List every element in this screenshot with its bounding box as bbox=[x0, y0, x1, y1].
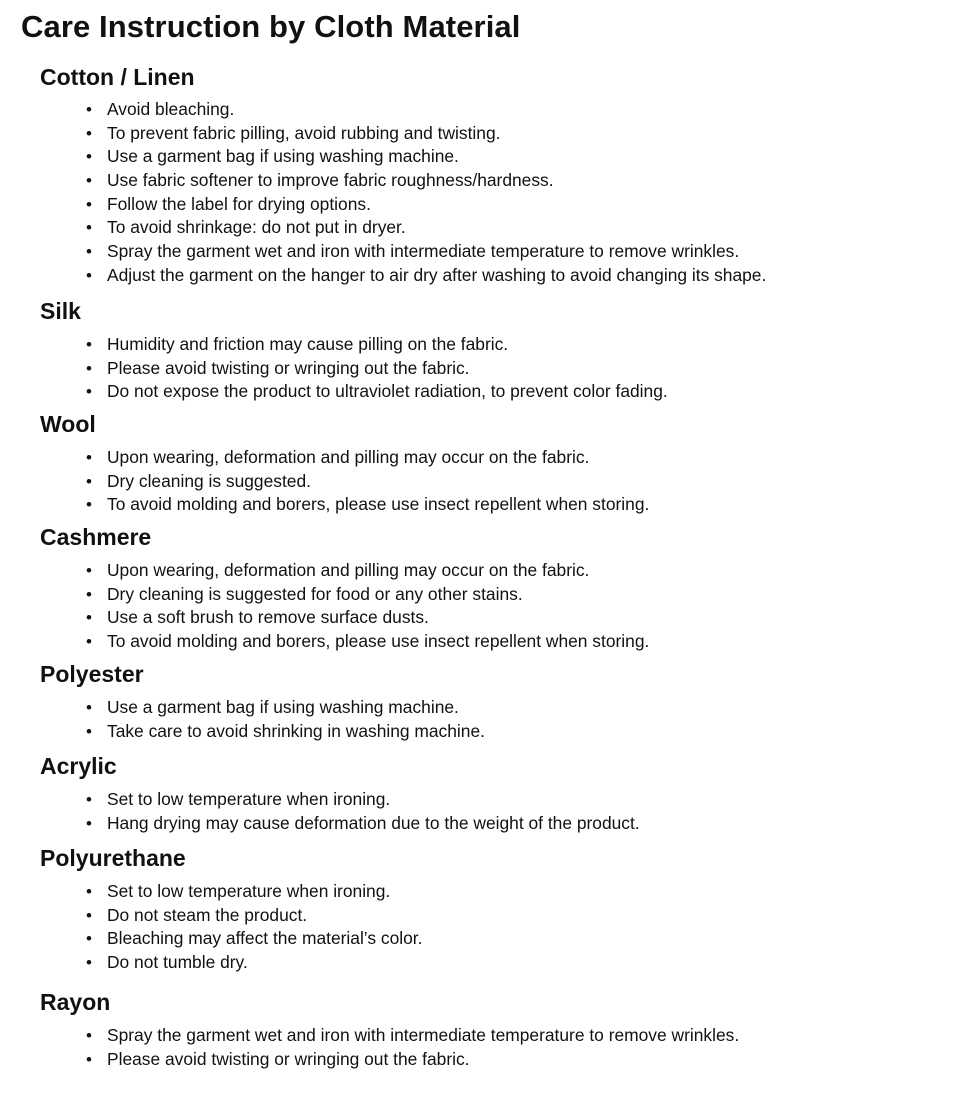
bullet-icon: • bbox=[86, 471, 92, 491]
list-item-text: Take care to avoid shrinking in washing machine. bbox=[107, 720, 485, 741]
bullet-icon: • bbox=[86, 171, 92, 191]
bullet-icon: • bbox=[86, 584, 92, 604]
bullet-icon: • bbox=[86, 790, 92, 809]
bullet-icon: • bbox=[86, 905, 92, 925]
bullet-icon: • bbox=[86, 147, 92, 167]
section-heading-rayon: Rayon bbox=[40, 989, 111, 1015]
section-heading-cotton-linen: Cotton / Linen bbox=[40, 64, 195, 90]
bullet-icon: • bbox=[86, 448, 92, 467]
bullet-icon: • bbox=[86, 100, 92, 119]
list-item-text: Use a garment bag if using washing machine. bbox=[107, 146, 459, 167]
bullet-icon: • bbox=[86, 123, 92, 143]
bullet-icon: • bbox=[86, 561, 92, 580]
bullet-icon: • bbox=[86, 1049, 92, 1069]
list-item-text: To avoid shrinkage: do not put in dryer. bbox=[107, 217, 406, 238]
list-item-text: Use a garment bag if using washing machine. bbox=[107, 697, 459, 717]
list-item-text: Use fabric softener to improve fabric roughness/hardness. bbox=[107, 170, 554, 191]
list-item-text: Bleaching may affect the material’s color. bbox=[107, 928, 423, 949]
bullet-icon: • bbox=[86, 929, 92, 949]
section-heading-wool: Wool bbox=[40, 411, 96, 437]
bullet-icon: • bbox=[86, 218, 92, 238]
list-item-text: Do not expose the product to ultraviolet radiation, to prevent color fading. bbox=[107, 381, 668, 402]
list-item-text: Set to low temperature when ironing. bbox=[107, 789, 391, 809]
list-item-text: Hang drying may cause deformation due to the weight of the product. bbox=[107, 812, 640, 833]
list-item-text: Avoid bleaching. bbox=[107, 99, 235, 119]
list-item-text: Dry cleaning is suggested for food or any other stains. bbox=[107, 583, 523, 604]
section-heading-polyester: Polyester bbox=[40, 661, 144, 687]
bullet-icon: • bbox=[86, 608, 92, 628]
list-item-text: Do not steam the product. bbox=[107, 904, 308, 925]
bullet-icon: • bbox=[86, 194, 92, 214]
list-item-text: Humidity and friction may cause pilling on the fabric. bbox=[107, 334, 509, 354]
bullet-icon: • bbox=[86, 1026, 92, 1045]
bullet-icon: • bbox=[86, 813, 92, 833]
section-heading-silk: Silk bbox=[40, 298, 81, 324]
bullet-icon: • bbox=[86, 265, 92, 285]
list-item-text: Adjust the garment on the hanger to air dry after washing to avoid changing its shape. bbox=[107, 264, 767, 285]
list-item-text: Spray the garment wet and iron with intermediate temperature to remove wrinkles. bbox=[107, 241, 740, 262]
bullet-icon: • bbox=[86, 882, 92, 901]
bullet-icon: • bbox=[86, 632, 92, 652]
list-item-text: Use a soft brush to remove surface dusts. bbox=[107, 607, 429, 628]
list-item-text: Dry cleaning is suggested. bbox=[107, 470, 311, 491]
list-item-text: Set to low temperature when ironing. bbox=[107, 881, 391, 901]
bullet-icon: • bbox=[86, 242, 92, 262]
section-heading-cashmere: Cashmere bbox=[40, 524, 152, 550]
list-item-text: Follow the label for drying options. bbox=[107, 193, 371, 214]
list-item-text: Do not tumble dry. bbox=[107, 952, 248, 973]
bullet-icon: • bbox=[86, 358, 92, 378]
list-item-text: Please avoid twisting or wringing out the fabric. bbox=[107, 357, 470, 378]
list-item-text: Upon wearing, deformation and pilling may occur on the fabric. bbox=[107, 447, 590, 467]
bullet-icon: • bbox=[86, 698, 92, 717]
bullet-icon: • bbox=[86, 721, 92, 741]
list-item-text: Spray the garment wet and iron with intermediate temperature to remove wrinkles. bbox=[107, 1025, 740, 1045]
bullet-icon: • bbox=[86, 495, 92, 515]
list-item-text: To prevent fabric pilling, avoid rubbing and twisting. bbox=[107, 122, 501, 143]
page-title: Care Instruction by Cloth Material bbox=[21, 9, 521, 44]
section-heading-polyurethane: Polyurethane bbox=[40, 845, 186, 871]
list-item-text: Upon wearing, deformation and pilling may occur on the fabric. bbox=[107, 560, 590, 580]
section-heading-acrylic: Acrylic bbox=[40, 753, 117, 779]
bullet-icon: • bbox=[86, 953, 92, 973]
list-item-text: To avoid molding and borers, please use insect repellent when storing. bbox=[107, 494, 650, 515]
bullet-icon: • bbox=[86, 382, 92, 402]
list-item-text: To avoid molding and borers, please use insect repellent when storing. bbox=[107, 631, 650, 652]
bullet-icon: • bbox=[86, 335, 92, 354]
list-item-text: Please avoid twisting or wringing out the fabric. bbox=[107, 1048, 470, 1069]
